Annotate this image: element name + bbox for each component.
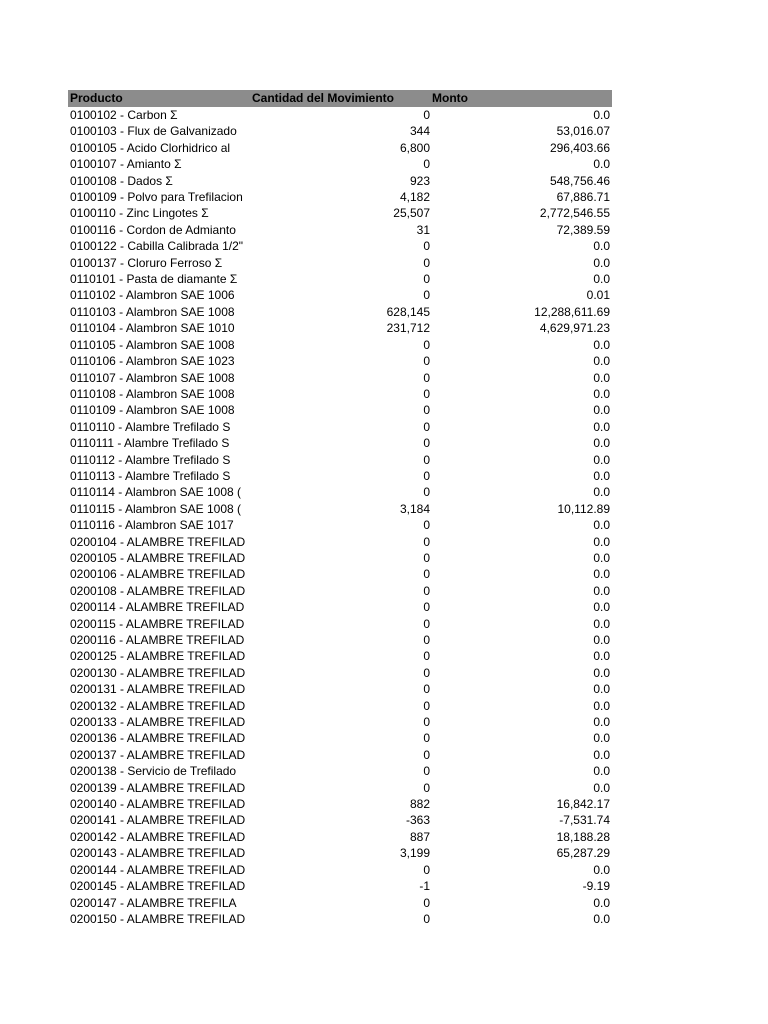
quantity-cell: 4,182 [399, 190, 430, 205]
table-row [68, 681, 612, 697]
quantity-cell: 0 [423, 354, 430, 369]
quantity-cell: 0 [423, 419, 430, 434]
amount-cell: 0.0 [593, 354, 610, 369]
product-cell: 0200138 - Servicio de Trefilado [70, 764, 237, 779]
product-cell: 0110105 - Alambron SAE 1008 [70, 337, 235, 352]
table-row [68, 501, 612, 517]
table-row [68, 337, 612, 353]
table-row [68, 107, 612, 123]
amount-cell: 0.0 [593, 616, 610, 631]
product-cell: 0200106 - ALAMBRE TREFILAD [70, 567, 246, 582]
table-row [68, 484, 612, 500]
product-cell: 0200143 - ALAMBRE TREFILAD [70, 846, 246, 861]
product-cell: 0110106 - Alambron SAE 1023 [70, 354, 235, 369]
product-cell: 0200140 - ALAMBRE TREFILAD [70, 797, 246, 812]
amount-cell: 0.0 [593, 911, 610, 926]
amount-cell: 0.0 [593, 633, 610, 647]
quantity-cell: -1 [419, 879, 430, 894]
quantity-cell: 0 [423, 698, 430, 713]
product-cell: 0100108 - Dados Σ [70, 173, 173, 188]
amount-cell: 12,288,611.69 [534, 304, 610, 319]
quantity-cell: 0 [423, 895, 430, 910]
header-producto: Producto [70, 91, 123, 105]
table-header [68, 90, 612, 107]
quantity-cell: 0 [423, 862, 430, 877]
table-row [68, 648, 612, 664]
amount-cell: 0.0 [593, 567, 610, 582]
table-row [68, 632, 612, 648]
product-cell: 0200141 - ALAMBRE TREFILAD [70, 813, 246, 828]
product-cell: 0200116 - ALAMBRE TREFILAD [70, 633, 245, 647]
table-body [68, 107, 612, 927]
quantity-cell: 0 [423, 386, 430, 401]
header-monto: Monto [432, 91, 468, 105]
amount-cell: 2,772,546.55 [539, 206, 610, 221]
product-cell: 0110116 - Alambron SAE 1017 [70, 518, 234, 533]
amount-cell: 72,389.59 [556, 222, 610, 237]
product-cell: 0100110 - Zinc Lingotes Σ [70, 206, 209, 221]
product-movement-table [68, 90, 612, 927]
product-cell: 0200108 - ALAMBRE TREFILAD [70, 583, 246, 598]
amount-cell: 0.0 [593, 272, 610, 287]
amount-cell: 0.0 [593, 780, 610, 795]
amount-cell: 10,112.89 [557, 501, 610, 516]
quantity-cell: 0 [423, 108, 430, 122]
amount-cell: 0.0 [593, 649, 610, 664]
quantity-cell: 0 [423, 633, 430, 647]
amount-cell: 548,756.46 [549, 173, 610, 188]
product-cell: 0200132 - ALAMBRE TREFILAD [70, 698, 246, 713]
table-row [68, 419, 612, 435]
table-row [68, 747, 612, 763]
table-row [68, 698, 612, 714]
quantity-cell: 0 [423, 682, 430, 697]
product-cell: 0100116 - Cordon de Admianto [70, 222, 236, 237]
table-row [68, 845, 612, 861]
table-row [68, 140, 612, 156]
product-cell: 0110102 - Alambron SAE 1006 [70, 288, 235, 303]
amount-cell: 0.0 [593, 403, 610, 418]
product-cell: 0110110 - Alambre Trefilado S [70, 419, 231, 434]
table-row [68, 255, 612, 271]
quantity-cell: 0 [423, 764, 430, 779]
amount-cell: 0.0 [593, 239, 610, 254]
table-row [68, 714, 612, 730]
quantity-cell: 0 [423, 337, 430, 352]
amount-cell: 0.0 [593, 255, 610, 270]
quantity-cell: 0 [423, 403, 430, 418]
amount-cell: 0.0 [593, 731, 610, 746]
product-cell: 0110113 - Alambre Trefilado S [70, 468, 231, 483]
product-cell: 0200147 - ALAMBRE TREFILA [70, 895, 237, 910]
table-row [68, 812, 612, 828]
table-row [68, 370, 612, 386]
quantity-cell: 25,507 [393, 206, 430, 221]
table-row [68, 386, 612, 402]
table-row [68, 862, 612, 878]
amount-cell: 0.0 [593, 452, 610, 467]
product-cell: 0200115 - ALAMBRE TREFILAD [70, 616, 245, 631]
product-cell: 0100137 - Cloruro Ferroso Σ [70, 255, 223, 270]
table-row [68, 402, 612, 418]
table-row [68, 599, 612, 615]
quantity-cell: 0 [423, 452, 430, 467]
quantity-cell: 0 [423, 747, 430, 762]
product-cell: 0110111 - Alambre Trefilado S [70, 436, 230, 451]
table-row [68, 320, 612, 336]
quantity-cell: 0 [423, 518, 430, 533]
amount-cell: 0.0 [593, 337, 610, 352]
product-cell: 0100109 - Polvo para Trefilacion [70, 190, 243, 205]
quantity-cell: 344 [409, 124, 430, 139]
amount-cell: 0.0 [593, 583, 610, 598]
quantity-cell: 0 [423, 616, 430, 631]
amount-cell: 65,287.29 [556, 846, 610, 861]
amount-cell: 4,629,971.23 [539, 321, 610, 336]
header-cantidad: Cantidad del Movimiento [252, 91, 395, 105]
amount-cell: 0.0 [593, 862, 610, 877]
quantity-cell: 3,184 [399, 501, 430, 516]
table-row [68, 911, 612, 927]
quantity-cell: 0 [423, 255, 430, 270]
table-row [68, 878, 612, 894]
amount-cell: 0.0 [593, 436, 610, 451]
amount-cell: 0.0 [593, 665, 610, 680]
product-cell: 0110101 - Pasta de diamante Σ [70, 272, 238, 287]
table-row [68, 238, 612, 254]
amount-cell: 0.0 [593, 534, 610, 549]
product-cell: 0110115 - Alambron SAE 1008 ( [70, 501, 241, 516]
quantity-cell: -363 [405, 813, 430, 828]
amount-cell: 0.0 [593, 386, 610, 401]
quantity-cell: 0 [423, 649, 430, 664]
quantity-cell: 0 [423, 550, 430, 565]
table-row [68, 304, 612, 320]
amount-cell: 67,886.71 [556, 190, 610, 205]
amount-cell: 0.0 [593, 698, 610, 713]
table-row [68, 665, 612, 681]
table-row [68, 616, 612, 632]
amount-cell: 0.0 [593, 485, 610, 500]
quantity-cell: 0 [423, 288, 430, 303]
quantity-cell: 0 [423, 239, 430, 254]
amount-cell: 0.0 [593, 468, 610, 483]
quantity-cell: 0 [423, 157, 430, 172]
table-row [68, 189, 612, 205]
table-row [68, 156, 612, 172]
product-cell: 0110108 - Alambron SAE 1008 [70, 386, 235, 401]
amount-cell: 0.0 [593, 764, 610, 779]
quantity-cell: 3,199 [399, 846, 430, 861]
quantity-cell: 0 [423, 583, 430, 598]
quantity-cell: 0 [423, 567, 430, 582]
table-row [68, 829, 612, 845]
product-cell: 0200130 - ALAMBRE TREFILAD [70, 665, 246, 680]
amount-cell: 0.0 [593, 157, 610, 172]
amount-cell: 0.0 [593, 895, 610, 910]
quantity-cell: 923 [409, 173, 430, 188]
quantity-cell: 6,800 [399, 140, 430, 155]
table-row [68, 173, 612, 189]
product-cell: 0200145 - ALAMBRE TREFILAD [70, 879, 246, 894]
amount-cell: 18,188.28 [556, 829, 610, 844]
quantity-cell: 0 [423, 534, 430, 549]
product-cell: 0200139 - ALAMBRE TREFILAD [70, 780, 246, 795]
product-cell: 0200142 - ALAMBRE TREFILAD [70, 829, 246, 844]
table-row [68, 730, 612, 746]
product-cell: 0110107 - Alambron SAE 1008 [70, 370, 235, 385]
quantity-cell: 628,145 [386, 304, 430, 319]
quantity-cell: 0 [423, 485, 430, 500]
table-row [68, 452, 612, 468]
product-cell: 0200114 - ALAMBRE TREFILAD [70, 600, 245, 615]
amount-cell: 0.0 [593, 550, 610, 565]
amount-cell: 0.0 [593, 600, 610, 615]
product-cell: 0200125 - ALAMBRE TREFILAD [70, 649, 246, 664]
table-row [68, 534, 612, 550]
product-cell: 0110103 - Alambron SAE 1008 [70, 304, 235, 319]
product-cell: 0110112 - Alambre Trefilado S [70, 452, 231, 467]
product-cell: 0100107 - Amianto Σ [70, 157, 182, 172]
table-row [68, 435, 612, 451]
product-cell: 0200137 - ALAMBRE TREFILAD [70, 747, 246, 762]
quantity-cell: 0 [423, 715, 430, 730]
table-row [68, 763, 612, 779]
product-cell: 0200144 - ALAMBRE TREFILAD [70, 862, 246, 877]
quantity-cell: 31 [416, 222, 430, 237]
quantity-cell: 0 [423, 436, 430, 451]
quantity-cell: 0 [423, 468, 430, 483]
quantity-cell: 0 [423, 272, 430, 287]
product-cell: 0200104 - ALAMBRE TREFILAD [70, 534, 246, 549]
quantity-cell: 882 [409, 797, 430, 812]
table-row [68, 566, 612, 582]
table-row [68, 780, 612, 796]
quantity-cell: 887 [409, 829, 430, 844]
table-row [68, 353, 612, 369]
amount-cell: 296,403.66 [549, 140, 610, 155]
quantity-cell: 0 [423, 911, 430, 926]
table-row [68, 796, 612, 812]
product-cell: 0100122 - Cabilla Calibrada 1/2" [70, 239, 244, 254]
product-cell: 0100102 - Carbon Σ [70, 108, 178, 122]
table-row [68, 271, 612, 287]
amount-cell: 0.0 [593, 715, 610, 730]
table-row [68, 517, 612, 533]
table-row [68, 583, 612, 599]
amount-cell: 0.0 [593, 419, 610, 434]
product-cell: 0110114 - Alambron SAE 1008 ( [70, 485, 241, 500]
quantity-cell: 0 [423, 780, 430, 795]
product-cell: 0100105 - Acido Clorhidrico al [70, 140, 231, 155]
product-cell: 0200133 - ALAMBRE TREFILAD [70, 715, 246, 730]
table-row [68, 895, 612, 911]
amount-cell: -7,531.74 [559, 813, 610, 828]
product-cell: 0110109 - Alambron SAE 1008 [70, 403, 235, 418]
amount-cell: 0.01 [586, 288, 610, 303]
amount-cell: 0.0 [593, 370, 610, 385]
table-row [68, 123, 612, 139]
amount-cell: 0.0 [593, 518, 610, 533]
amount-cell: 0.0 [593, 747, 610, 762]
product-cell: 0200131 - ALAMBRE TREFILAD [70, 682, 246, 697]
quantity-cell: 0 [423, 731, 430, 746]
table-row [68, 550, 612, 566]
table-row [68, 468, 612, 484]
quantity-cell: 0 [423, 600, 430, 615]
product-cell: 0200136 - ALAMBRE TREFILAD [70, 731, 246, 746]
product-cell: 0200105 - ALAMBRE TREFILAD [70, 550, 246, 565]
amount-cell: 16,842.17 [556, 797, 610, 812]
amount-cell: 0.0 [593, 108, 610, 122]
product-cell: 0100103 - Flux de Galvanizado [70, 124, 237, 139]
amount-cell: 53,016.07 [556, 124, 610, 139]
product-cell: 0200150 - ALAMBRE TREFILAD [70, 911, 246, 926]
quantity-cell: 231,712 [386, 321, 430, 336]
product-cell: 0110104 - Alambron SAE 1010 [70, 321, 235, 336]
table-row [68, 287, 612, 303]
quantity-cell: 0 [423, 370, 430, 385]
amount-cell: -9.19 [582, 879, 610, 894]
amount-cell: 0.0 [593, 682, 610, 697]
quantity-cell: 0 [423, 665, 430, 680]
table-row [68, 205, 612, 221]
table-row [68, 222, 612, 238]
